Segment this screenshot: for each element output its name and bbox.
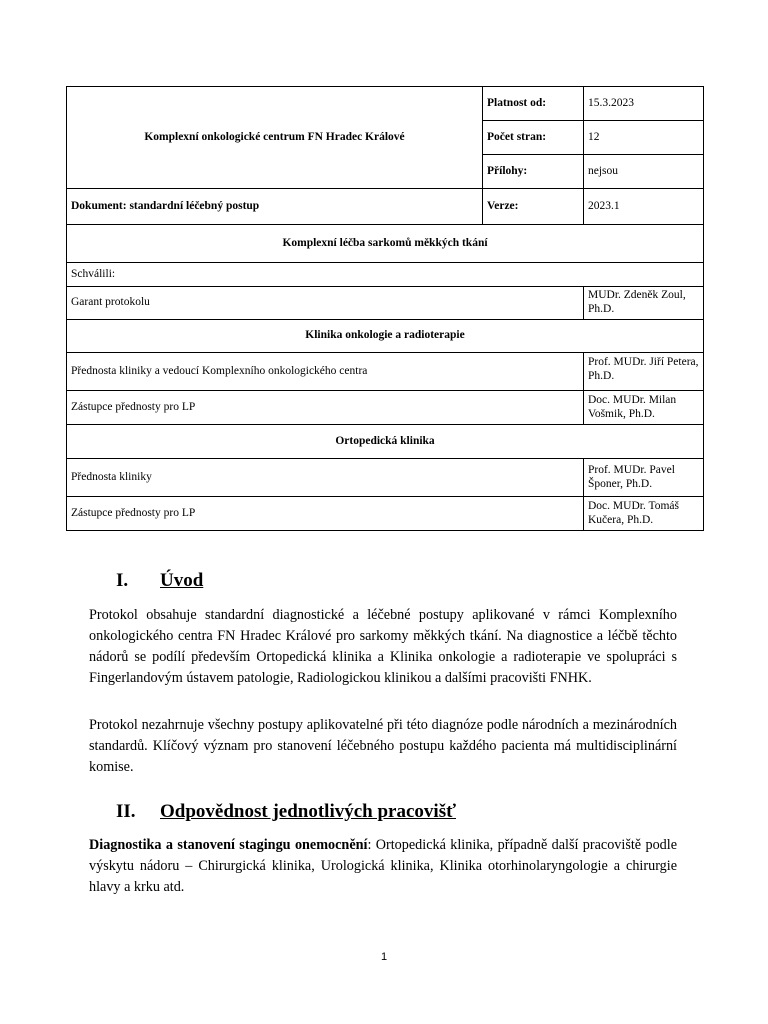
document-header-table xyxy=(66,86,704,531)
clinic-oncology-heading: Klinika onkologie a radioterapie xyxy=(67,320,704,353)
clinic-orthopedic-deputy-role: Zástupce přednosty pro LP xyxy=(67,497,584,531)
organization-name: Komplexní onkologické centrum FN Hradec Králové xyxy=(67,87,483,189)
section-1-paragraph-1: Protokol obsahuje standardní diagnostické a léčebné postupy aplikované v rámci Komplexního onkologického centra FN Hradec Králové pro sarkomy měkkých tkání. Na diagnostice a léčbě těchto nádorů se podílí především Ortopedická klinika a Klinika onkologie a radioterapie ve spolupráci s Fingerlandovým ústavem patologie, Radiologickou klinikou a dalšími pracovišti FNHK. xyxy=(89,607,677,687)
section-2-paragraph-body: : Ortopedická klinika, případně další pracoviště podle výskytu nádoru – Chirurgická klinika, Urologická klinika, Klinika otorhinolaryngologie a chirurgie hlavy a krku atd. xyxy=(89,837,677,896)
protocol-title: Komplexní léčba sarkomů měkkých tkání xyxy=(67,225,704,263)
page-number: 1 xyxy=(380,951,388,963)
clinic-oncology-deputy-name: Doc. MUDr. Milan Vošmik, Ph.D. xyxy=(584,391,704,425)
section-1-paragraph-2: Protokol nezahrnuje všechny postupy aplikovatelné při této diagnóze podle národních a mezinárodních standardů. Klíčový význam pro stanovení léčebného postupu každého pacienta má multidisciplinární komise. xyxy=(89,717,677,776)
section-1-title: Úvod xyxy=(160,570,204,591)
clinic-orthopedic-head-name: Prof. MUDr. Pavel Šponer, Ph.D. xyxy=(584,459,704,497)
guarantor-name: MUDr. Zdeněk Zoul, Ph.D. xyxy=(584,287,704,320)
version-label: Verze: xyxy=(483,189,584,225)
clinic-orthopedic-head-role: Přednosta kliniky xyxy=(67,459,584,497)
clinic-oncology-head-role: Přednosta kliniky a vedoucí Komplexního onkologického centra xyxy=(67,353,584,391)
section-2-paragraph-1 xyxy=(89,835,677,898)
pages-value: 12 xyxy=(584,121,704,155)
clinic-orthopedic-heading: Ortopedická klinika xyxy=(67,425,704,459)
clinic-oncology-deputy-role: Zástupce přednosty pro LP xyxy=(67,391,584,425)
approved-label: Schválili: xyxy=(67,263,704,287)
clinic-orthopedic-deputy-name: Doc. MUDr. Tomáš Kučera, Ph.D. xyxy=(584,497,704,531)
section-2-paragraph-lead: Diagnostika a stanovení stagingu onemocnění xyxy=(89,837,368,854)
attachments-value: nejsou xyxy=(584,155,704,189)
section-1-heading xyxy=(116,570,203,592)
validity-value: 15.3.2023 xyxy=(584,87,704,121)
guarantor-role: Garant protokolu xyxy=(67,287,584,320)
pages-label: Počet stran: xyxy=(483,121,584,155)
clinic-oncology-head-name: Prof. MUDr. Jiří Petera, Ph.D. xyxy=(584,353,704,391)
version-value: 2023.1 xyxy=(584,189,704,225)
section-2-number: II. xyxy=(116,801,136,822)
validity-label: Platnost od: xyxy=(483,87,584,121)
attachments-label: Přílohy: xyxy=(483,155,584,189)
section-1-number: I. xyxy=(116,570,129,591)
section-2-heading xyxy=(116,801,456,823)
section-2-title: Odpovědnost jednotlivých pracovišť xyxy=(160,801,456,822)
document-type: Dokument: standardní léčebný postup xyxy=(67,189,483,225)
